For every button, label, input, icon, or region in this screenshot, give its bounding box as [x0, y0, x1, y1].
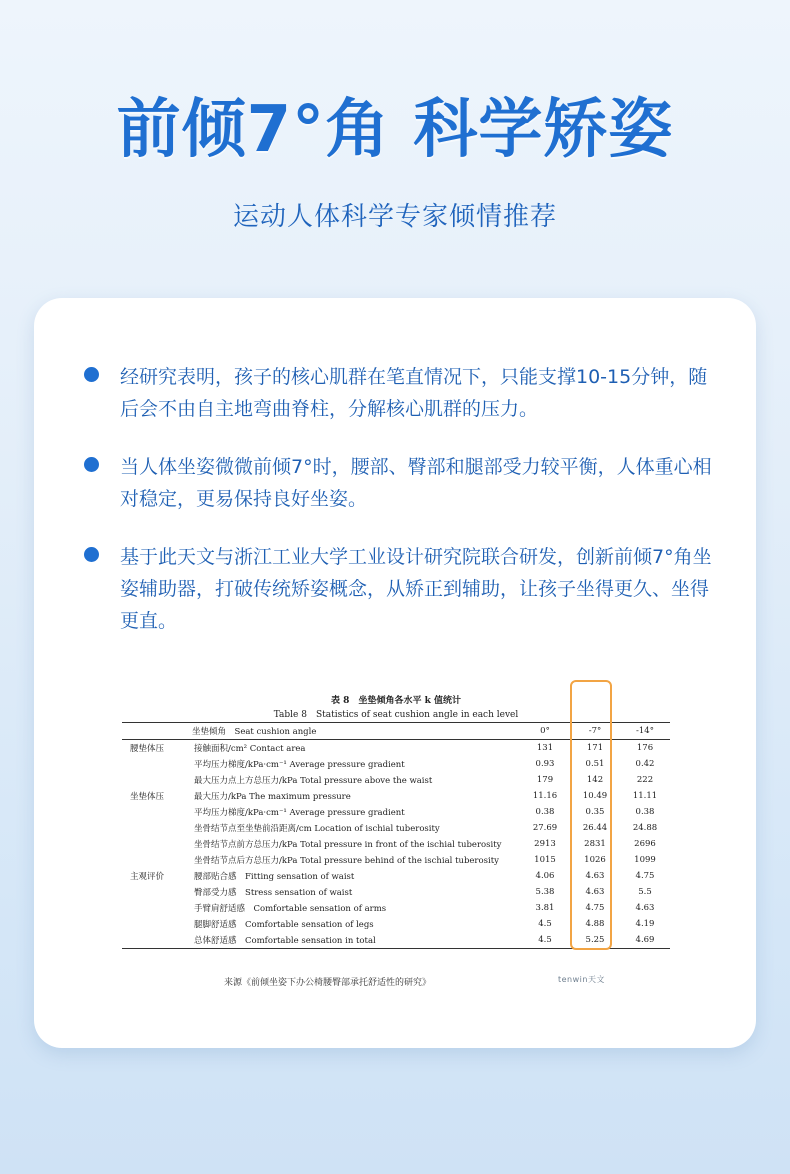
table-item-cell: 平均压力梯度/kPa·cm⁻¹ Average pressure gradient: [194, 808, 405, 818]
table-group-cell: 腰垫体压: [130, 744, 165, 754]
table-item-cell: 总体舒适感 Comfortable sensation in total: [194, 936, 376, 946]
table-value-cell: 0.42: [635, 759, 655, 769]
table-value-cell: 4.19: [635, 919, 655, 929]
table-group-cell: [122, 932, 194, 949]
table-group-cell: [122, 756, 194, 772]
page-subtitle: 运动人体科学专家倾情推荐: [232, 202, 557, 232]
table-item-cell: 手臂肩舒适感 Comfortable sensation of arms: [194, 904, 387, 914]
table-header-label: 坐垫倾角 Seat cushion angle: [192, 727, 317, 737]
table-value-cell: 4.75: [585, 903, 605, 913]
table-value-cell: 10.49: [582, 791, 608, 801]
table-value-cell: 11.16: [532, 791, 558, 801]
table-header-col: -14°: [636, 726, 654, 736]
table-value-cell: 0.93: [535, 759, 555, 769]
table-value-cell: 4.88: [585, 919, 605, 929]
bullet-dot-icon: [84, 457, 99, 472]
table-caption-en: Table 8 Statistics of seat cushion angle in each level: [273, 710, 519, 720]
table-value-cell: 1015: [534, 855, 556, 865]
table-value-cell: 171: [586, 743, 604, 753]
table-value-cell: 24.88: [632, 823, 658, 833]
bullet-text: 经研究表明，孩子的核心肌群在笔直情况下，只能支撑10-15分钟，随后会不由自主地弯曲脊柱，分解核心肌群的压力。: [120, 366, 708, 420]
brand-logo-text: tenwin天文: [558, 975, 605, 984]
table-value-cell: 2831: [584, 839, 606, 849]
table-item-cell: 坐骨结节点前方总压力/kPa Total pressure in front of the ischial tuberosity: [194, 840, 502, 850]
table-header-col: -7°: [588, 726, 602, 736]
table-value-cell: 11.11: [632, 791, 658, 801]
table-value-cell: 0.38: [535, 807, 555, 817]
table-item-cell: 接触面积/cm² Contact area: [194, 744, 306, 754]
table-value-cell: 4.63: [635, 903, 655, 913]
table-value-cell: 4.63: [585, 887, 605, 897]
table-value-cell: 176: [636, 743, 654, 753]
table-item-cell: 腰部贴合感 Fitting sensation of waist: [194, 872, 355, 882]
table-group-cell: [122, 804, 194, 820]
table-group-cell: [122, 900, 194, 916]
table-value-cell: 142: [586, 775, 604, 785]
table-value-cell: 0.35: [585, 807, 605, 817]
table-value-cell: 26.44: [582, 823, 608, 833]
table-item-cell: 最大压力点上方总压力/kPa Total pressure above the waist: [194, 776, 433, 786]
table-group-cell: [122, 820, 194, 836]
table-group-cell: 主观评价: [130, 872, 165, 882]
table-value-cell: 4.5: [538, 935, 552, 945]
bullet-point-3: [84, 541, 724, 637]
table-item-cell: 坐骨结节点后方总压力/kPa Total pressure behind of the ischial tuberosity: [194, 856, 499, 866]
table-group-cell: [122, 916, 194, 932]
table-value-cell: 4.75: [635, 871, 655, 881]
table-value-cell: 5.38: [535, 887, 555, 897]
table-value-cell: 4.69: [635, 935, 655, 945]
table-item-cell: 平均压力梯度/kPa·cm⁻¹ Average pressure gradient: [194, 760, 405, 770]
table-group-cell: [122, 852, 194, 868]
table-value-cell: 5.5: [638, 887, 652, 897]
table-group-cell: [122, 884, 194, 900]
table-header-col: 0°: [540, 726, 550, 736]
table-value-cell: 1099: [634, 855, 656, 865]
table-item-cell: 腿脚舒适感 Comfortable sensation of legs: [194, 920, 374, 930]
bullet-text: 当人体坐姿微微前倾7°时，腰部、臀部和腿部受力较平衡，人体重心相对稳定，更易保持良好坐姿。: [120, 456, 712, 510]
table-value-cell: 4.63: [585, 871, 605, 881]
page-title: 前倾7°角 科学矫姿: [116, 93, 674, 167]
table-group-cell: [122, 836, 194, 852]
bullet-point-2: [84, 451, 724, 515]
table-value-cell: 0.51: [585, 759, 605, 769]
table-value-cell: 2913: [534, 839, 556, 849]
table-value-cell: 179: [536, 775, 554, 785]
table-value-cell: 3.81: [535, 903, 555, 913]
table-value-cell: 2696: [634, 839, 656, 849]
bullet-dot-icon: [84, 547, 99, 562]
bullet-dot-icon: [84, 367, 99, 382]
column-highlight-box: [570, 680, 612, 950]
brand-logo: [558, 974, 605, 985]
bullet-point-1: [84, 361, 724, 425]
table-value-cell: 222: [636, 775, 654, 785]
table-value-cell: 5.25: [585, 935, 605, 945]
table-value-cell: 0.38: [635, 807, 655, 817]
table-value-cell: 27.69: [532, 823, 558, 833]
table-group-cell: [122, 772, 194, 788]
table-value-cell: 4.06: [535, 871, 555, 881]
table-value-cell: 1026: [584, 855, 606, 865]
table-item-cell: 坐骨结节点至坐垫前沿距离/cm Location of ischial tuberosity: [194, 824, 440, 834]
table-item-cell: 最大压力/kPa The maximum pressure: [194, 792, 351, 802]
table-item-cell: 臀部受力感 Stress sensation of waist: [194, 888, 353, 898]
source-citation: 来源《前倾坐姿下办公椅腰臀部承托舒适性的研究》: [224, 978, 432, 988]
bullet-text: 基于此天文与浙江工业大学工业设计研究院联合研发，创新前倾7°角坐姿辅助器，打破传统矫姿概念，从矫正到辅助，让孩子坐得更久、坐得更直。: [120, 546, 712, 632]
table-value-cell: 131: [536, 743, 554, 753]
table-caption-cn: 表 8 坐垫倾角各水平 k 值统计: [331, 696, 461, 706]
table-group-cell: 坐垫体压: [130, 792, 165, 802]
table-value-cell: 4.5: [538, 919, 552, 929]
content-card: [34, 298, 756, 1048]
